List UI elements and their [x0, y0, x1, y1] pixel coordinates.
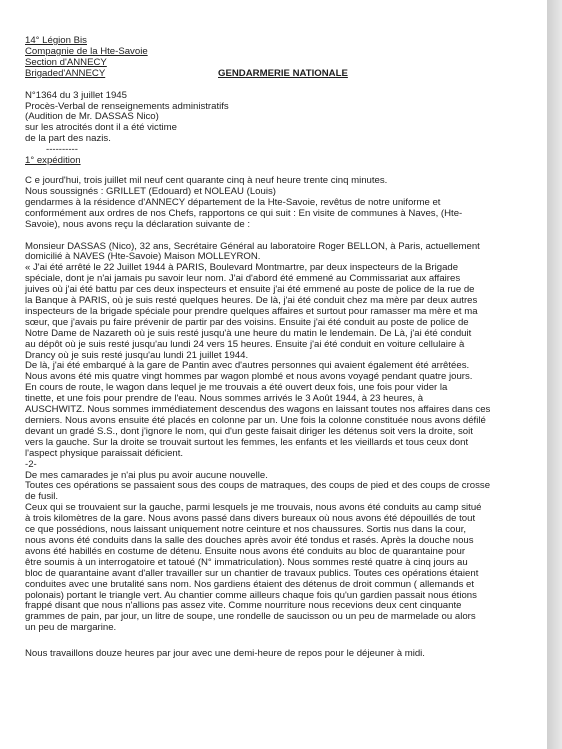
text-line: sœur, que j'avais pu faire prévenir de partir par des voisins. Ensuite j'ai été conduit au poste de police de — [25, 316, 469, 328]
text-line: un peu de margarine. — [25, 622, 117, 634]
reference-line: N°1364 du 3 juillet 1945 — [25, 89, 127, 101]
text-line: inspecteurs de la brigade spéciale pour prendre quelques affaires et surtout pour ramasser ma mère et ma — [25, 305, 478, 317]
reference-line: (Audition de Mr. DASSAS Nico) — [25, 111, 159, 123]
closing-line: Nous travaillons douze heures par jour avec une demi-heure de repos pour le déjeuner à midi. — [25, 648, 425, 660]
deposition-statement — [25, 263, 533, 470]
text-line: devant un gradé S.S., dont j'ignore le nom, qui d'un geste faisait diriger les détenus soit vers la droite, soit — [25, 425, 473, 437]
text-line: derniers. Nous avons ensuite été placés en colonne par un. Une fois la colonne constituée nous avons défilé — [25, 415, 486, 426]
text-line: Notre Dame de Nazareth où je suis resté jusqu'à une heure du matin le lendemain. De Là, j'ai été conduit — [25, 327, 472, 339]
text-line: Toutes ces opérations se passaient sous des coups de matraques, des coups de pied et des coups de crosse — [25, 480, 491, 492]
text-line: De mes camarades je n'ai plus pu avoir aucune nouvelle. — [25, 469, 268, 481]
text-line: « J'ai été arrêté le 22 Juillet 1944 à PARIS, Boulevard Montmartre, par deux inspecteurs de la Brigade — [25, 262, 459, 274]
deposition-identity — [25, 242, 533, 264]
header-legion: 14° Légion Bis — [25, 35, 87, 46]
text-line: C e jourd'hui, trois juillet mil neuf cent quarante cinq à neuf heure trente cinq minutes. — [25, 174, 388, 186]
text-line: à trois kilomètres de la gare. Nous avons passé dans divers bureaux où nous avons été dépouillés de tout — [25, 513, 476, 525]
reference-block — [25, 91, 533, 167]
text-line: conformément aux ordres de nos Chefs, rapportons ce qui suit : En visite de communes à Naves, (Hte- — [25, 207, 463, 219]
reference-line: sur les atrocités dont il a été victime — [25, 122, 177, 134]
scan-edge — [547, 0, 562, 749]
text-line: vers la gauche. Sur la droite se trouvait surtout les femmes, les enfants et les vieillards et tous ceux dont — [25, 436, 469, 448]
text-line: avons été habillés en costume de détenu. Ensuite nous avons été conduits au bloc de quarantaine pour — [25, 545, 466, 557]
text-line: frappé disant que nous n'allions pas assez vite. Comme nourriture nous recevions deux cent cinquante — [25, 600, 462, 612]
text-line: Monsieur DASSAS (Nico), 32 ans, Secrétaire Général au laboratoire Roger BELLON, à Paris, actuellement — [25, 240, 480, 252]
page-marker: -2- — [25, 458, 37, 470]
text-line: la Banque à PARIS, où je suis resté quelques heures. De là, j'ai été conduit chez ma mère par deux autres — [25, 295, 478, 307]
text-line: grammes de pain, par jour, un litre de soupe, une rondelle de saucisson ou un peu de marmelade ou alors — [25, 611, 476, 623]
text-line: Drancy où je suis resté jusqu'au lundi 21 juillet 1944. — [25, 349, 249, 361]
text-line: ce que possédions, nous laissant uniquement notre ceinture et nos chaussures. Sortis nus dans la cour, — [25, 524, 467, 536]
deposition-continued — [25, 471, 533, 635]
header-compagnie: Compagnie de la Hte-Savoie — [25, 45, 148, 57]
text-line: polonais) portant le triangle vert. Au chantier comme ailleurs chaque fois qu'un gardien passait nous étions — [25, 589, 477, 601]
text-line: En cours de route, le wagon dans lequel je me trouvais a été ouvert deux fois, une fois pour vider la — [25, 382, 448, 394]
document-title: GENDARMERIE NATIONALE — [218, 67, 348, 79]
text-line: nous avons été conduits dans la salle des douches après avoir été tondus et rasés. Après la douche nous — [25, 534, 474, 546]
text-line: au dépôt où je suis resté jusqu'au lundi 24 vers 15 heures. Ensuite j'ai été conduit en voiture cellulaire à — [25, 338, 465, 350]
text-line: gendarmes à la résidence d'ANNECY département de la Hte-Savoie, revêtus de notre uniforme et — [25, 196, 441, 208]
text-line: de fusil. — [25, 491, 59, 503]
expedition-label: 1° expédition — [25, 155, 81, 167]
text-line: juives où j'ai été battu par ces deux inspecteurs et ensuite j'ai été emmené au poste de police de la rue de — [25, 284, 475, 296]
text-line: l'aspect physique paraissait déficient. — [25, 447, 184, 459]
text-line: Savoie), nous avons reçu la déclaration suivante de : — [25, 218, 251, 230]
reference-line: de la part des nazis. — [25, 133, 111, 145]
text-line: De là, j'ai été embarqué à la gare de Pantin avec d'autres personnes qui avaient également été arrêtées. — [25, 360, 470, 372]
text-line: AUSCHWITZ. Nous sommes immédiatement descendus des wagons en laissant toutes nos affaires dans ces — [25, 404, 491, 416]
text-line: tinette, et une fois pour prendre de l'eau. Nous sommes arrivés le 3 Août 1944, à 23 heures, à — [25, 393, 424, 405]
text-line: spéciale, dont je n'ai jamais pu savoir leur nom. J'ai d'abord été emmené au Commissariat aux affaires — [25, 273, 461, 285]
text-line: Nous avons été mis quatre vingt hommes par wagon plombé et nous avons voyagé pendant quatre jours. — [25, 371, 473, 383]
text-line: Nous soussignés : GRILLET (Edouard) et NOLEAU (Louis) — [25, 185, 276, 197]
text-line: bloc de quarantaine avant d'aller travailler sur un chantier de travaux publics. Toutes ces opérations étaient — [25, 567, 479, 579]
header-section: Section d'ANNECY — [25, 56, 107, 68]
separator: ---------- — [46, 144, 78, 156]
text-line: être soumis à un interrogatoire et tatoué (N° immatriculation). Nous sommes resté quatre à cinq jours au — [25, 556, 468, 568]
header-brigade: Brigaded'ANNECY — [25, 67, 106, 79]
text-line: conduites avec une brutalité sans nom. Nos gardiens étaient des détenus de droit commun ( allemands et — [25, 578, 475, 590]
header-block — [25, 36, 533, 80]
reference-line: Procès-Verbal de renseignements administratifs — [25, 100, 229, 112]
text-line: Ceux qui se trouvaient sur la gauche, parmi lesquels je me trouvais, nous avons été conduits au camp situé — [25, 502, 482, 514]
text-line: domicilié à NAVES (Hte-Savoie) Maison MOLLEYRON. — [25, 251, 261, 263]
document-body — [25, 36, 533, 660]
intro-paragraph — [25, 176, 533, 231]
